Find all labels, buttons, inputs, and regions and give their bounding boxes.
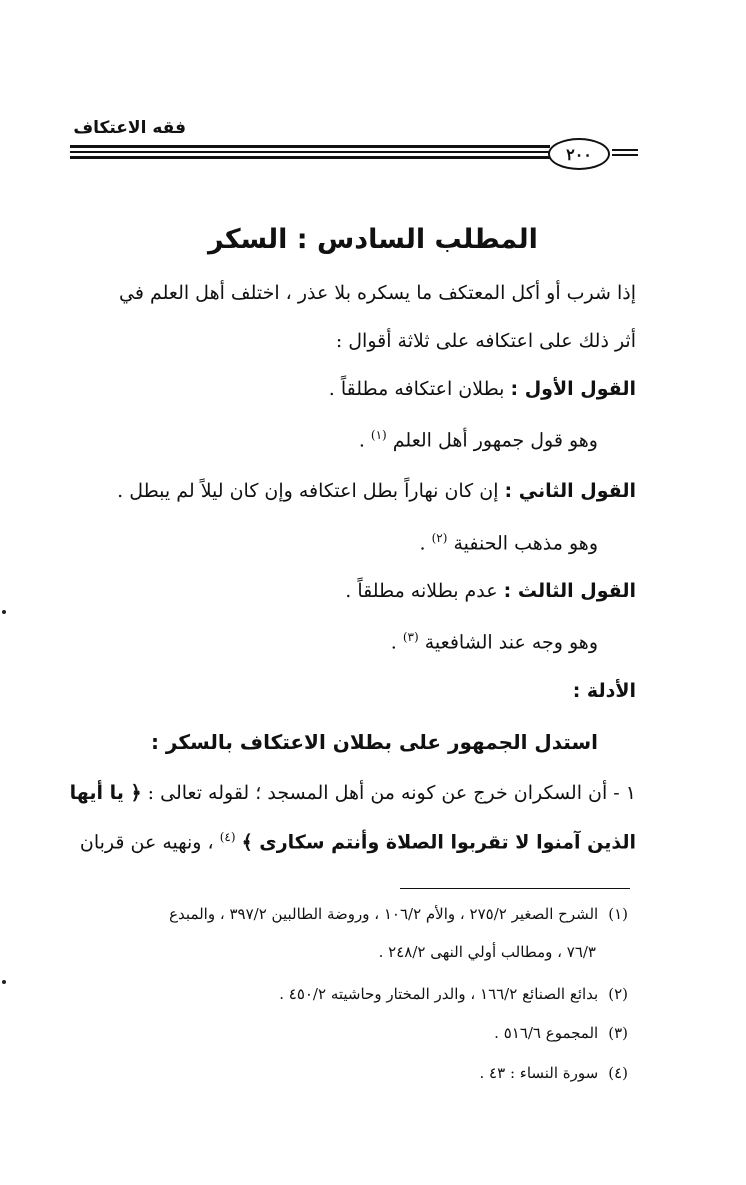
footnote-number: (٤): [608, 1064, 628, 1082]
note-text: وهو وجه عند الشافعية: [424, 631, 598, 654]
running-title: فقه الاعتكاف: [73, 118, 186, 138]
footnote-ref: (٣): [402, 630, 419, 644]
note-text: وهو مذهب الحنفية: [453, 532, 598, 555]
header-rule: [70, 145, 550, 148]
opinion-label: القول الثالث :: [503, 580, 636, 602]
evidence-subheading: استدل الجمهور على بطلان الاعتكاف بالسكر :: [150, 730, 598, 754]
opinion-text: إن كان نهاراً بطل اعتكافه وإن كان ليلاً لم يبطل .: [117, 480, 505, 502]
intro-line-2: أثر ذلك على اعتكافه على ثلاثة أقوال :: [335, 330, 636, 352]
footnote-separator: [400, 888, 630, 889]
point-text: ١ - أن السكران خرج عن كونه من أهل المسجد ؛ لقوله تعالى :: [141, 782, 636, 804]
quran-verse: ﴿ يا أيها: [69, 782, 142, 804]
point-text: ، ونهيه عن قربان: [79, 831, 220, 854]
opinion-label: القول الثاني :: [504, 480, 636, 502]
footnote-ref: (٤): [219, 830, 236, 844]
page-number-text: ٢٠٠: [566, 144, 592, 164]
opinion-3-note: [391, 630, 598, 653]
quran-verse: الذين آمنوا لا تقربوا الصلاة وأنتم سكارى ﴾: [241, 831, 636, 854]
opinion-1: [329, 378, 636, 400]
header-rule: [70, 151, 550, 153]
footnote-3: [494, 1024, 628, 1042]
page-number: [548, 138, 610, 170]
footnote-2: [279, 985, 628, 1003]
footnote-number: (٢): [608, 985, 628, 1003]
footnote-text: المجموع ٥١٦/٦ .: [494, 1024, 599, 1042]
evidence-heading: الأدلة :: [572, 680, 636, 702]
note-end: .: [390, 631, 403, 654]
evidence-point-1-cont: [80, 830, 636, 853]
opinion-text: عدم بطلانه مطلقاً .: [345, 580, 504, 602]
section-title: المطلب السادس : السكر: [208, 224, 538, 255]
intro-line-1: إذا شرب أو أكل المعتكف ما يسكره بلا عذر ، اختلف أهل العلم في: [119, 282, 636, 304]
footnote-number: (٣): [608, 1024, 628, 1042]
note-text: وهو قول جمهور أهل العلم: [392, 429, 598, 452]
opinion-3: [345, 580, 636, 602]
footnote-1-cont: [379, 943, 596, 961]
footnote-ref: (٢): [431, 531, 448, 545]
footnote-text: الشرح الصغير ٢٧٥/٢ ، والأم ١٠٦/٢ ، وروضة الطالبين ٣٩٧/٢ ، والمبدع: [169, 905, 599, 923]
opinion-text: بطلان اعتكافه مطلقاً .: [328, 378, 511, 400]
scan-speck: [2, 980, 6, 984]
scan-speck: [2, 610, 6, 614]
opinion-2-note: [420, 531, 598, 554]
footnote-text: ٧٦/٣ ، ومطالب أولي النهى ٢٤٨/٢ .: [378, 943, 596, 961]
footnote-4: [480, 1064, 629, 1082]
header-rule: [612, 149, 638, 151]
footnote-text: بدائع الصنائع ١٦٦/٢ ، والدر المختار وحاشيته ٤٥٠/٢ .: [279, 985, 599, 1003]
opinion-2: [117, 480, 636, 502]
footnote-number: (١): [608, 905, 628, 923]
footnote-1: [169, 905, 628, 923]
note-end: .: [419, 532, 432, 555]
header-rule: [70, 156, 550, 159]
footnote-ref: (١): [370, 428, 387, 442]
evidence-point-1: [70, 782, 636, 804]
footnote-text: سورة النساء : ٤٣ .: [479, 1064, 599, 1082]
header-rule: [612, 154, 638, 156]
opinion-label: القول الأول :: [510, 378, 636, 400]
opinion-1-note: [359, 428, 598, 451]
note-end: .: [358, 429, 371, 452]
